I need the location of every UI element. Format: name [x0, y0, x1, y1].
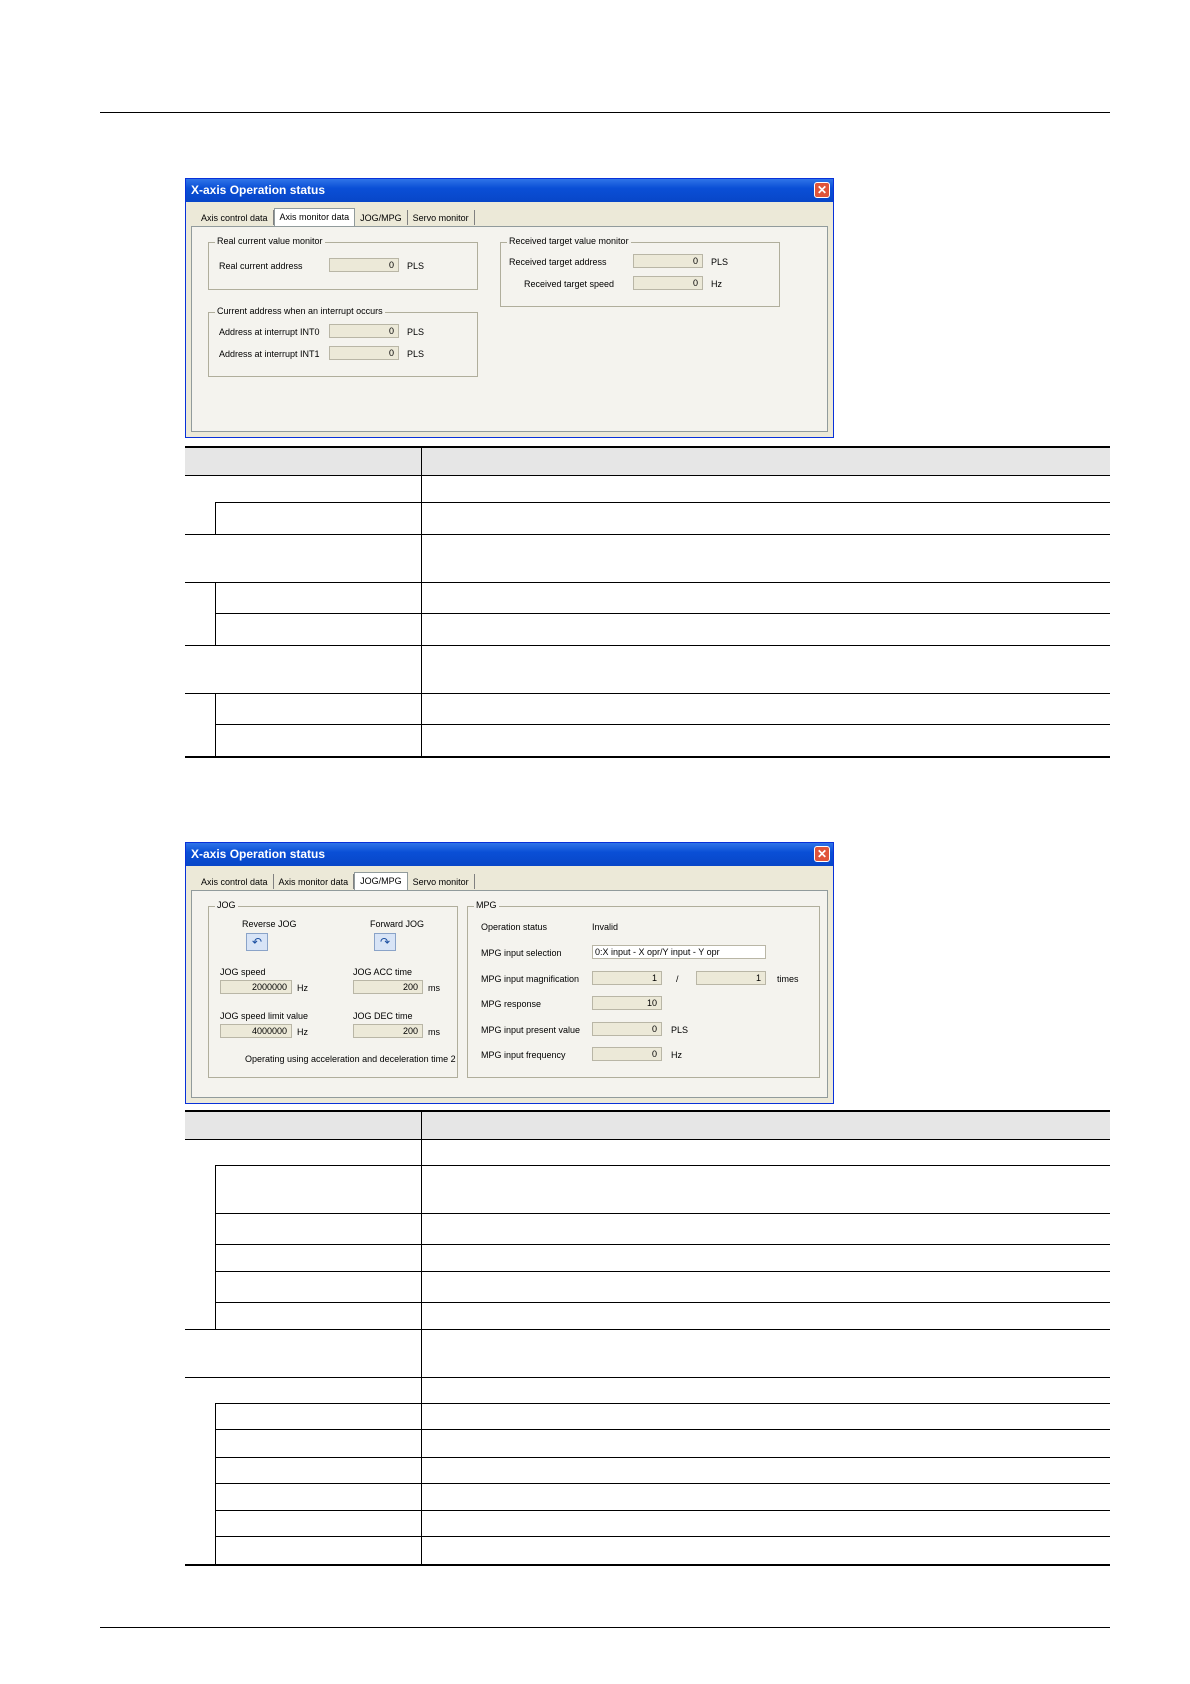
jog-note: Operating using acceleration and deceleration time 2 — [245, 1054, 456, 1064]
mask — [185, 1483, 215, 1484]
jog-dec-label: JOG DEC time — [353, 1011, 413, 1021]
group-title: Real current value monitor — [217, 236, 323, 246]
table-row — [185, 1245, 1110, 1272]
forward-jog-icon[interactable]: ↷ — [374, 933, 396, 951]
operation-status-label: Operation status — [481, 922, 548, 932]
table-row — [185, 1430, 1110, 1458]
group-interrupt — [208, 306, 478, 377]
sub-row-indent — [215, 583, 216, 646]
table-header-row — [185, 1112, 1110, 1140]
magnification-separator: / — [676, 974, 679, 984]
group-title: JOG — [217, 900, 236, 910]
received-address-field: 0 — [633, 254, 703, 268]
unit-label: PLS — [407, 327, 425, 337]
int1-label: Address at interrupt INT1 — [219, 349, 320, 359]
unit-label: PLS — [711, 257, 729, 267]
table-row — [185, 725, 1110, 756]
group-jog — [208, 900, 458, 1078]
real-current-address-field: 0 — [329, 258, 399, 272]
group-mpg — [467, 900, 820, 1078]
table-row — [185, 1404, 1110, 1430]
tab-jog-mpg[interactable]: JOG/MPG — [355, 210, 408, 225]
group-title: Received target value monitor — [509, 236, 629, 246]
table-row — [185, 476, 1110, 503]
sub-row-indent — [215, 694, 216, 756]
jog-speed-label: JOG speed — [220, 967, 266, 977]
mpg-magnification-numerator: 1 — [592, 971, 662, 985]
jog-acc-label: JOG ACC time — [353, 967, 413, 977]
mask — [185, 724, 215, 725]
group-real-current — [208, 236, 478, 290]
table-row — [185, 1272, 1110, 1303]
mpg-frequency-field: 0 — [592, 1047, 662, 1061]
mask — [185, 1403, 215, 1404]
tab-servo-monitor[interactable]: Servo monitor — [408, 874, 475, 889]
table-row — [185, 535, 1110, 583]
header-rule — [100, 112, 1110, 113]
tab-strip — [196, 874, 475, 890]
unit-label: Hz — [297, 1027, 308, 1037]
jog-dec-field: 200 — [353, 1024, 423, 1038]
mpg-magnification-denominator: 1 — [696, 971, 766, 985]
tab-axis-control-data[interactable]: Axis control data — [196, 210, 274, 225]
int1-field: 0 — [329, 346, 399, 360]
table-axis-monitor — [185, 446, 1110, 758]
tab-axis-monitor-data[interactable]: Axis monitor data — [274, 208, 356, 226]
close-icon[interactable]: ✕ — [814, 846, 830, 862]
dialog-titlebar — [186, 843, 833, 866]
dialog-titlebar — [186, 179, 833, 202]
table-row — [185, 694, 1110, 725]
footer-rule — [100, 1627, 1110, 1628]
unit-label: PLS — [407, 261, 425, 271]
dialog-title: X-axis Operation status — [191, 183, 326, 197]
table-row — [185, 1378, 1110, 1404]
received-address-label: Received target address — [509, 257, 607, 267]
table-row — [185, 646, 1110, 694]
unit-label: Hz — [671, 1050, 682, 1060]
sub-row-indent — [215, 1404, 216, 1564]
close-icon[interactable]: ✕ — [814, 182, 830, 198]
table-row — [185, 1458, 1110, 1484]
unit-label: ms — [428, 1027, 440, 1037]
mpg-response-label: MPG response — [481, 999, 542, 1009]
mask — [185, 1429, 215, 1430]
tab-strip — [196, 210, 475, 226]
mpg-input-selection-label: MPG input selection — [481, 948, 562, 958]
table-row — [185, 1484, 1110, 1511]
unit-label: PLS — [407, 349, 425, 359]
jog-speed-field: 2000000 — [220, 980, 292, 994]
mask — [185, 1457, 215, 1458]
tab-servo-monitor[interactable]: Servo monitor — [408, 210, 475, 225]
mask — [185, 502, 215, 503]
table-row — [185, 503, 1110, 535]
mpg-magnification-label: MPG input magnification — [481, 974, 580, 984]
received-speed-label: Received target speed — [524, 279, 615, 289]
forward-jog-label: Forward JOG — [370, 919, 425, 929]
mask — [185, 1302, 215, 1303]
tab-jog-mpg[interactable]: JOG/MPG — [354, 872, 408, 890]
mask — [185, 1165, 215, 1166]
mpg-response-field: 10 — [592, 996, 662, 1010]
tab-axis-control-data[interactable]: Axis control data — [196, 874, 274, 889]
real-current-address-label: Real current address — [219, 261, 303, 271]
int0-label: Address at interrupt INT0 — [219, 327, 320, 337]
column-divider — [421, 448, 422, 756]
tab-panel — [191, 226, 828, 432]
table-row — [185, 614, 1110, 646]
mpg-input-selection-field: 0:X input - X opr/Y input - Y opr — [592, 945, 766, 959]
group-title: MPG — [476, 900, 497, 910]
tab-axis-monitor-data[interactable]: Axis monitor data — [274, 874, 355, 889]
mpg-present-value-label: MPG input present value — [481, 1025, 581, 1035]
jog-limit-field: 4000000 — [220, 1024, 292, 1038]
table-jog-mpg — [185, 1110, 1110, 1566]
unit-label: ms — [428, 983, 440, 993]
operation-status-value: Invalid — [592, 922, 619, 932]
table-row — [185, 1511, 1110, 1537]
mpg-frequency-label: MPG input frequency — [481, 1050, 566, 1060]
group-received-target — [500, 236, 780, 307]
unit-label: times — [777, 974, 799, 984]
jog-limit-label: JOG speed limit value — [220, 1011, 309, 1021]
table-row — [185, 1214, 1110, 1245]
table-row — [185, 1303, 1110, 1330]
table-row — [185, 1330, 1110, 1378]
reverse-jog-icon[interactable]: ↶ — [246, 933, 268, 951]
sub-row-indent — [215, 503, 216, 535]
mask — [185, 1536, 215, 1537]
mask — [185, 1271, 215, 1272]
table-row — [185, 1537, 1110, 1564]
table-row — [185, 1166, 1110, 1214]
dialog-jog-mpg — [185, 842, 834, 1104]
mask — [185, 1244, 215, 1245]
unit-label: Hz — [711, 279, 722, 289]
unit-label: Hz — [297, 983, 308, 993]
table-header-row — [185, 448, 1110, 476]
jog-acc-field: 200 — [353, 980, 423, 994]
mpg-present-value-field: 0 — [592, 1022, 662, 1036]
group-title: Current address when an interrupt occurs — [217, 306, 383, 316]
received-speed-field: 0 — [633, 276, 703, 290]
mask — [185, 1510, 215, 1511]
mask — [185, 613, 215, 614]
tab-panel — [191, 890, 828, 1098]
unit-label: PLS — [671, 1025, 689, 1035]
sub-row-indent — [215, 1166, 216, 1330]
int0-field: 0 — [329, 324, 399, 338]
mask — [185, 1213, 215, 1214]
table-row — [185, 1140, 1110, 1166]
column-divider — [421, 1112, 422, 1564]
reverse-jog-label: Reverse JOG — [242, 919, 297, 929]
dialog-title: X-axis Operation status — [191, 847, 326, 861]
table-row — [185, 583, 1110, 614]
dialog-axis-monitor — [185, 178, 834, 438]
